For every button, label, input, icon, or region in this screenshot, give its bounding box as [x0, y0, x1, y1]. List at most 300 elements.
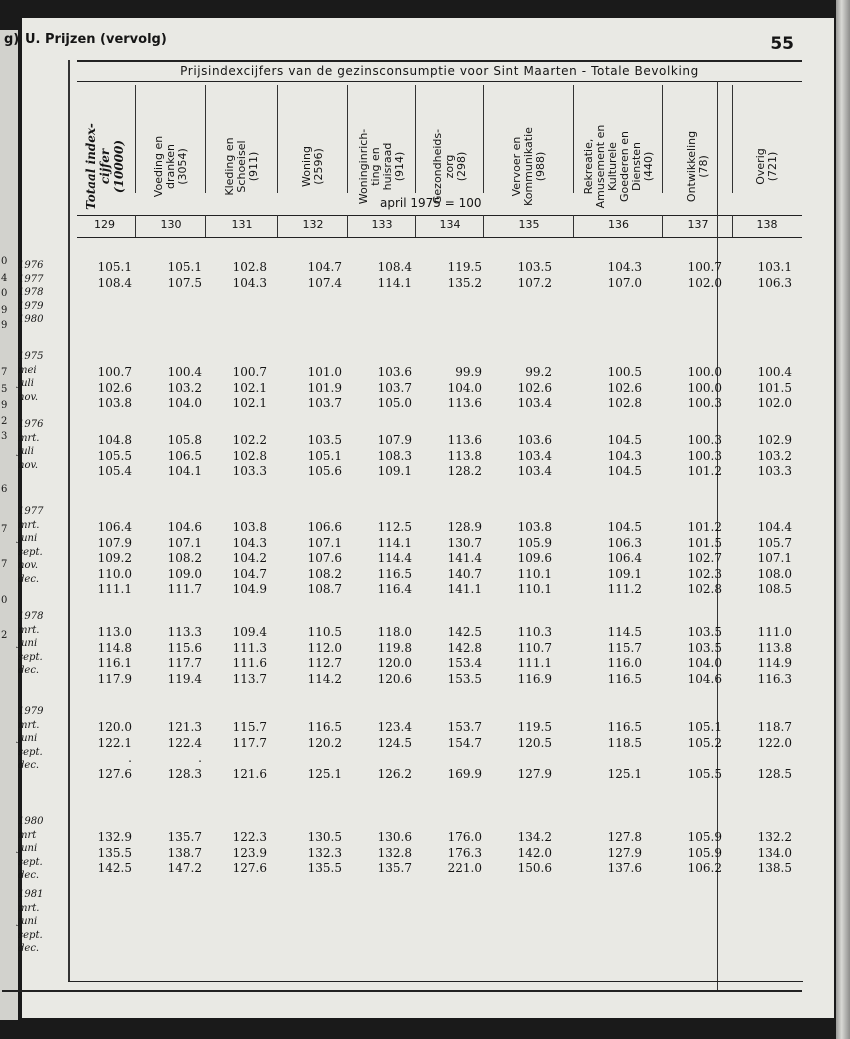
table-cell: 102.1 — [232, 380, 267, 395]
table-cell: 107.1 — [757, 551, 792, 565]
column-header-text: Kleding en Schoeisel (911) — [223, 137, 260, 196]
left-mark: g) — [4, 32, 20, 47]
table-cell: 137.6 — [607, 861, 642, 875]
table-cell: 101.5 — [757, 380, 792, 395]
table-cell: 103.5 — [517, 260, 552, 274]
table-cell: 105.9 — [687, 830, 722, 844]
table-cell: 107.1 — [307, 535, 342, 550]
table-cell: 176.3 — [447, 845, 482, 860]
table-cell: 120.0 — [377, 656, 412, 670]
table-cell: 107.6 — [307, 551, 342, 565]
row-label: 1977 — [18, 273, 44, 285]
column-header-text: Vervoer en Kommunikatie (988) — [510, 127, 547, 206]
table-cell: 120.2 — [307, 735, 342, 750]
table-cell: 120.5 — [517, 735, 552, 750]
row-label: 1978 — [18, 287, 44, 298]
table-cell: 105.2 — [687, 735, 722, 750]
row-label: juli — [18, 446, 34, 457]
table-cell: 113.0 — [97, 625, 132, 639]
table-cell: 153.7 — [447, 720, 482, 734]
row-label: mrt. — [18, 719, 40, 731]
table-cell: 107.1 — [167, 535, 202, 550]
table-cell: 154.7 — [447, 735, 482, 750]
row-label: dec. — [18, 870, 40, 881]
row-label: 1979 — [18, 706, 44, 717]
table-cell: 128.3 — [167, 766, 202, 781]
table-cell: 111.0 — [757, 625, 792, 639]
table-cell: 111.3 — [232, 640, 267, 655]
table-cell: 117.7 — [232, 735, 267, 750]
table-cell: 100.4 — [757, 365, 792, 379]
row-label: juli — [18, 378, 34, 389]
table-cell: 105.9 — [687, 845, 722, 860]
column-code: 135 — [518, 218, 540, 231]
table-cell: 108.2 — [167, 551, 202, 565]
table-cell: 109.4 — [232, 625, 267, 639]
table-cell: 176.0 — [447, 830, 482, 844]
row-label: nov. — [18, 459, 39, 471]
margin-digit: 7 — [1, 367, 8, 378]
table-cell: 100.3 — [687, 396, 722, 410]
column-header-130 — [137, 106, 205, 226]
margin-digit: 3 — [1, 431, 8, 442]
row-label: mei — [18, 364, 37, 376]
table-cell: 104.5 — [607, 520, 642, 534]
column-header-132 — [279, 106, 347, 226]
table-cell: 153.4 — [447, 656, 482, 670]
table-cell: 132.9 — [97, 830, 132, 844]
code-divider — [135, 215, 136, 237]
table-cell: 105.5 — [687, 766, 722, 781]
margin-digit: 0 — [1, 288, 8, 299]
table-cell: 100.5 — [607, 365, 642, 379]
header-divider — [277, 85, 278, 193]
row-label: 1980 — [18, 314, 44, 325]
table-cell: 109.2 — [97, 551, 132, 565]
row-label: mrt. — [18, 624, 40, 636]
table-cell: 110.5 — [307, 625, 342, 639]
table-cell: 102.1 — [232, 396, 267, 410]
table-cell: 113.7 — [232, 671, 267, 686]
table-cell: 104.9 — [232, 582, 267, 596]
row-label: nov. — [18, 560, 39, 571]
table-cell: 104.2 — [232, 551, 267, 565]
row-label: nov. — [18, 391, 39, 403]
table-cell: 122.3 — [232, 830, 267, 844]
table-cell: 112.0 — [307, 640, 342, 655]
table-cell: 135.7 — [377, 861, 412, 875]
table-cell: 102.9 — [757, 433, 792, 447]
table-cell: 108.4 — [377, 260, 412, 274]
table-cell: 102.0 — [687, 275, 722, 290]
table-cell: 138.5 — [757, 861, 792, 875]
margin-digit: 9 — [1, 400, 8, 411]
table-cell: 109.1 — [607, 566, 642, 581]
table-cell: 119.4 — [167, 671, 202, 686]
table-cell: 105.6 — [307, 464, 342, 478]
title-rule — [77, 81, 802, 82]
table-cell: 100.7 — [687, 260, 722, 274]
table-cell: 102.8 — [607, 396, 642, 410]
table-cell: 100.0 — [687, 380, 722, 395]
table-cell: 103.2 — [757, 448, 792, 463]
table-cell: 103.5 — [687, 640, 722, 655]
table-cell: 122.1 — [97, 735, 132, 750]
table-cell: 110.0 — [97, 566, 132, 581]
table-cell: 102.6 — [97, 380, 132, 395]
table-cell: 113.8 — [757, 640, 792, 655]
row-label: sept. — [18, 651, 43, 663]
margin-digit: 6 — [1, 484, 8, 495]
table-cell: 103.8 — [97, 396, 132, 410]
table-cell: 103.3 — [232, 464, 267, 478]
table-cell: 125.1 — [607, 766, 642, 781]
table-cell: 102.3 — [687, 566, 722, 581]
header-divider — [205, 85, 206, 193]
table-cell: 101.2 — [687, 520, 722, 534]
row-label: 1977 — [18, 506, 44, 517]
header-divider — [347, 85, 348, 193]
page-bottom-rule — [2, 990, 802, 992]
table-cell: 118.7 — [757, 720, 792, 734]
row-label: 1979 — [18, 300, 44, 312]
table-cell: 116.5 — [607, 671, 642, 686]
table-cell: 106.6 — [307, 520, 342, 534]
header-divider — [135, 85, 136, 193]
row-label: dec. — [18, 943, 40, 954]
table-cell: 117.7 — [167, 656, 202, 670]
table-cell: 107.5 — [167, 275, 202, 290]
column-code: 136 — [608, 218, 629, 231]
document-page — [1, 18, 834, 1018]
table-cell: 114.4 — [377, 551, 412, 565]
table-cell: 106.5 — [167, 448, 202, 463]
table-cell: 116.9 — [517, 671, 552, 686]
table-cell: 100.0 — [687, 365, 722, 379]
table-cell: 141.4 — [447, 551, 482, 565]
table-cell: 103.5 — [687, 625, 722, 639]
table-cell: . — [198, 751, 202, 765]
table-cell: 124.5 — [377, 735, 412, 750]
table-cell: 135.5 — [97, 845, 132, 860]
table-cell: 102.8 — [232, 448, 267, 463]
table-cell: 108.0 — [757, 566, 792, 581]
page-number: 55 — [770, 34, 794, 54]
table-cell: 115.7 — [607, 640, 642, 655]
table-cell: 111.1 — [97, 582, 132, 596]
column-header-136 — [575, 106, 662, 226]
table-cell: 116.5 — [607, 720, 642, 734]
row-label: dec. — [18, 665, 40, 676]
column-code: 132 — [302, 218, 324, 231]
table-cell: 116.4 — [377, 582, 412, 596]
table-cell: 114.1 — [377, 275, 412, 290]
row-label: juni — [18, 638, 38, 649]
row-label: 1980 — [18, 816, 44, 827]
margin-digit: 4 — [1, 273, 8, 284]
table-cell: 103.8 — [517, 520, 552, 534]
table-cell: 106.4 — [97, 520, 132, 534]
table-cell: 119.8 — [377, 640, 412, 655]
column-header-135 — [485, 106, 573, 226]
table-cell: 147.2 — [167, 861, 202, 875]
column-header-138 — [734, 106, 800, 226]
table-cell: 111.6 — [232, 656, 267, 670]
row-label: mrt. — [18, 519, 40, 531]
table-cell: 104.0 — [447, 380, 482, 395]
code-divider — [205, 215, 206, 237]
book-binding-edge — [836, 0, 850, 1039]
table-cell: 110.1 — [517, 566, 552, 581]
table-cell: 100.3 — [687, 448, 722, 463]
table-cell: 116.3 — [757, 671, 792, 686]
table-cell: 107.9 — [377, 433, 412, 447]
table-cell: 103.4 — [517, 448, 552, 463]
table-cell: 114.5 — [607, 625, 642, 639]
code-divider — [277, 215, 278, 237]
table-cell: 107.2 — [517, 275, 552, 290]
column-code: 138 — [756, 218, 778, 231]
table-cell: 150.6 — [517, 861, 552, 875]
table-cell: 104.6 — [167, 520, 202, 534]
table-cell: 103.1 — [757, 260, 792, 274]
code-top-rule — [77, 215, 802, 216]
row-label: dec. — [18, 760, 40, 771]
column-header-text: Overig (721) — [754, 148, 779, 185]
table-cell: 126.2 — [377, 766, 412, 781]
code-divider — [483, 215, 484, 237]
table-cell: 108.3 — [377, 448, 412, 463]
table-cell: 128.9 — [447, 520, 482, 534]
table-cell: 110.3 — [517, 625, 552, 639]
table-cell: 114.9 — [757, 656, 792, 670]
row-label: juni — [18, 843, 38, 854]
margin-digit: 2 — [1, 416, 8, 427]
row-label: mrt — [18, 829, 37, 841]
row-label: 1978 — [18, 611, 44, 622]
table-cell: 134.0 — [757, 845, 792, 860]
table-cell: 141.1 — [447, 582, 482, 596]
table-cell: 114.1 — [377, 535, 412, 550]
table-cell: 127.9 — [517, 766, 552, 781]
table-cell: 125.1 — [307, 766, 342, 781]
table-cell: 114.2 — [307, 671, 342, 686]
column-code: 130 — [160, 218, 182, 231]
table-cell: 105.1 — [307, 448, 342, 463]
table-cell: 142.5 — [447, 625, 482, 639]
table-cell: 135.7 — [167, 830, 202, 844]
base-period: april 1975 = 100 — [380, 196, 482, 210]
table-cell: 103.6 — [517, 433, 552, 447]
table-cell: . — [128, 751, 132, 765]
column-header-text: Ontwikkeling (78) — [685, 130, 710, 203]
table-cell: 116.5 — [307, 720, 342, 734]
table-cell: 153.5 — [447, 671, 482, 686]
table-cell: 105.8 — [167, 433, 202, 447]
table-cell: 130.5 — [307, 830, 342, 844]
table-cell: 138.7 — [167, 845, 202, 860]
table-cell: 105.0 — [377, 396, 412, 410]
margin-digit: 0 — [1, 256, 8, 267]
table-cell: 115.7 — [232, 720, 267, 734]
table-cell: 110.7 — [517, 640, 552, 655]
table-cell: 169.9 — [447, 766, 482, 781]
row-label: juni — [18, 533, 38, 544]
table-cell: 118.5 — [607, 735, 642, 750]
table-cell: 132.2 — [757, 830, 792, 844]
header-divider — [732, 85, 733, 193]
table-cell: 108.7 — [307, 582, 342, 596]
table-cell: 107.4 — [307, 275, 342, 290]
table-cell: 123.4 — [377, 720, 412, 734]
table-cell: 103.8 — [232, 520, 267, 534]
table-cell: 121.6 — [232, 766, 267, 781]
margin-digit: 7 — [1, 524, 8, 535]
section-title: U. Prijzen (vervolg) — [25, 32, 167, 47]
table-cell: 103.4 — [517, 464, 552, 478]
table-cell: 101.0 — [307, 365, 342, 379]
table-cell: 103.6 — [377, 365, 412, 379]
table-cell: 104.0 — [687, 656, 722, 670]
table-cell: 132.8 — [377, 845, 412, 860]
table-cell: 111.1 — [517, 656, 552, 670]
table-cell: 122.4 — [167, 735, 202, 750]
table-cell: 112.7 — [307, 656, 342, 670]
code-divider — [415, 215, 416, 237]
table-cell: 130.7 — [447, 535, 482, 550]
table-cell: 130.6 — [377, 830, 412, 844]
column-header-131 — [207, 106, 277, 226]
table-cell: 103.2 — [167, 380, 202, 395]
table-cell: 104.0 — [167, 396, 202, 410]
row-label: sept. — [18, 546, 43, 558]
table-cell: 221.0 — [447, 861, 482, 875]
column-code: 137 — [687, 218, 709, 231]
column-header-text: Woning (2596) — [300, 146, 325, 187]
table-cell: 108.5 — [757, 582, 792, 596]
table-cell: 99.2 — [525, 365, 552, 379]
margin-digit: 5 — [1, 384, 8, 395]
table-cell: 128.2 — [447, 464, 482, 478]
table-cell: 105.5 — [97, 448, 132, 463]
table-cell: 142.8 — [447, 640, 482, 655]
column-header-129 — [74, 106, 135, 226]
column-header-text: Voeding en dranken (3054) — [152, 135, 189, 198]
table-cell: 113.8 — [447, 448, 482, 463]
table-cell: 111.7 — [167, 582, 202, 596]
table-cell: 115.6 — [167, 640, 202, 655]
table-cell: 116.1 — [97, 656, 132, 670]
table-cell: 105.1 — [97, 260, 132, 274]
margin-digit: 9 — [1, 320, 8, 331]
table-cell: 113.3 — [167, 625, 202, 639]
row-label: mrt. — [18, 432, 40, 444]
table-cell: 106.3 — [607, 535, 642, 550]
table-cell: 100.7 — [97, 365, 132, 379]
table-cell: 109.0 — [167, 566, 202, 581]
table-cell: 102.0 — [757, 396, 792, 410]
table-cell: 105.7 — [757, 535, 792, 550]
column-code: 133 — [371, 218, 393, 231]
code-divider — [662, 215, 663, 237]
table-cell: 122.0 — [757, 735, 792, 750]
table-cell: 111.2 — [607, 582, 642, 596]
table-cell: 106.4 — [607, 551, 642, 565]
table-cell: 102.8 — [687, 582, 722, 596]
code-divider — [573, 215, 574, 237]
table-cell: 104.5 — [607, 433, 642, 447]
table-cell: 112.5 — [377, 520, 412, 534]
table-cell: 127.6 — [97, 766, 132, 781]
table-cell: 113.6 — [447, 433, 482, 447]
table-cell: 120.6 — [377, 671, 412, 686]
column-header-text: Totaal index- cijfer (10000) — [83, 123, 126, 210]
table-cell: 101.5 — [687, 535, 722, 550]
table-cell: 128.5 — [757, 766, 792, 781]
table-cell: 102.6 — [517, 380, 552, 395]
table-cell: 104.7 — [307, 260, 342, 274]
table-cell: 134.2 — [517, 830, 552, 844]
bottom-rule — [68, 981, 803, 982]
table-cell: 106.3 — [757, 275, 792, 290]
row-label: 1976 — [18, 260, 44, 271]
table-cell: 132.3 — [307, 845, 342, 860]
table-cell: 100.7 — [232, 365, 267, 379]
table-cell: 108.2 — [307, 566, 342, 581]
table-cell: 103.7 — [377, 380, 412, 395]
table-cell: 110.1 — [517, 582, 552, 596]
row-label: 1976 — [18, 419, 44, 430]
table-cell: 105.4 — [97, 464, 132, 478]
table-cell: 106.2 — [687, 861, 722, 875]
column-header-text: Woninginrich- ting en huisraad (914) — [357, 128, 406, 205]
table-cell: 104.3 — [607, 448, 642, 463]
header-divider — [662, 85, 663, 193]
column-code: 131 — [231, 218, 253, 231]
column-code: 134 — [439, 218, 461, 231]
table-cell: 104.7 — [232, 566, 267, 581]
row-label: dec. — [18, 573, 40, 585]
header-divider — [415, 85, 416, 193]
row-label: sept. — [18, 746, 43, 758]
column-header-text: Gezondheids- zorg (298) — [431, 128, 468, 205]
table-cell: 102.7 — [687, 551, 722, 565]
header-divider — [483, 85, 484, 193]
table-cell: 103.4 — [517, 396, 552, 410]
row-label: mrt. — [18, 902, 40, 914]
table-cell: 102.8 — [232, 260, 267, 274]
table-cell: 105.1 — [167, 260, 202, 274]
table-cell: 104.3 — [232, 535, 267, 550]
table-cell: 127.6 — [232, 861, 267, 875]
table-cell: 114.8 — [97, 640, 132, 655]
table-cell: 142.0 — [517, 845, 552, 860]
table-cell: 116.5 — [377, 566, 412, 581]
margin-digit: 2 — [1, 630, 8, 641]
table-cell: 100.3 — [687, 433, 722, 447]
table-cell: 104.8 — [97, 433, 132, 447]
table-cell: 109.1 — [377, 464, 412, 478]
top-rule — [77, 60, 802, 62]
table-cell: 121.3 — [167, 720, 202, 734]
row-label: sept. — [18, 856, 43, 868]
table-cell: 108.4 — [97, 275, 132, 290]
row-label: sept. — [18, 929, 43, 941]
table-cell: 118.0 — [377, 625, 412, 639]
table-cell: 117.9 — [97, 671, 132, 686]
table-cell: 119.5 — [447, 260, 482, 274]
margin-digit: 7 — [1, 559, 8, 570]
